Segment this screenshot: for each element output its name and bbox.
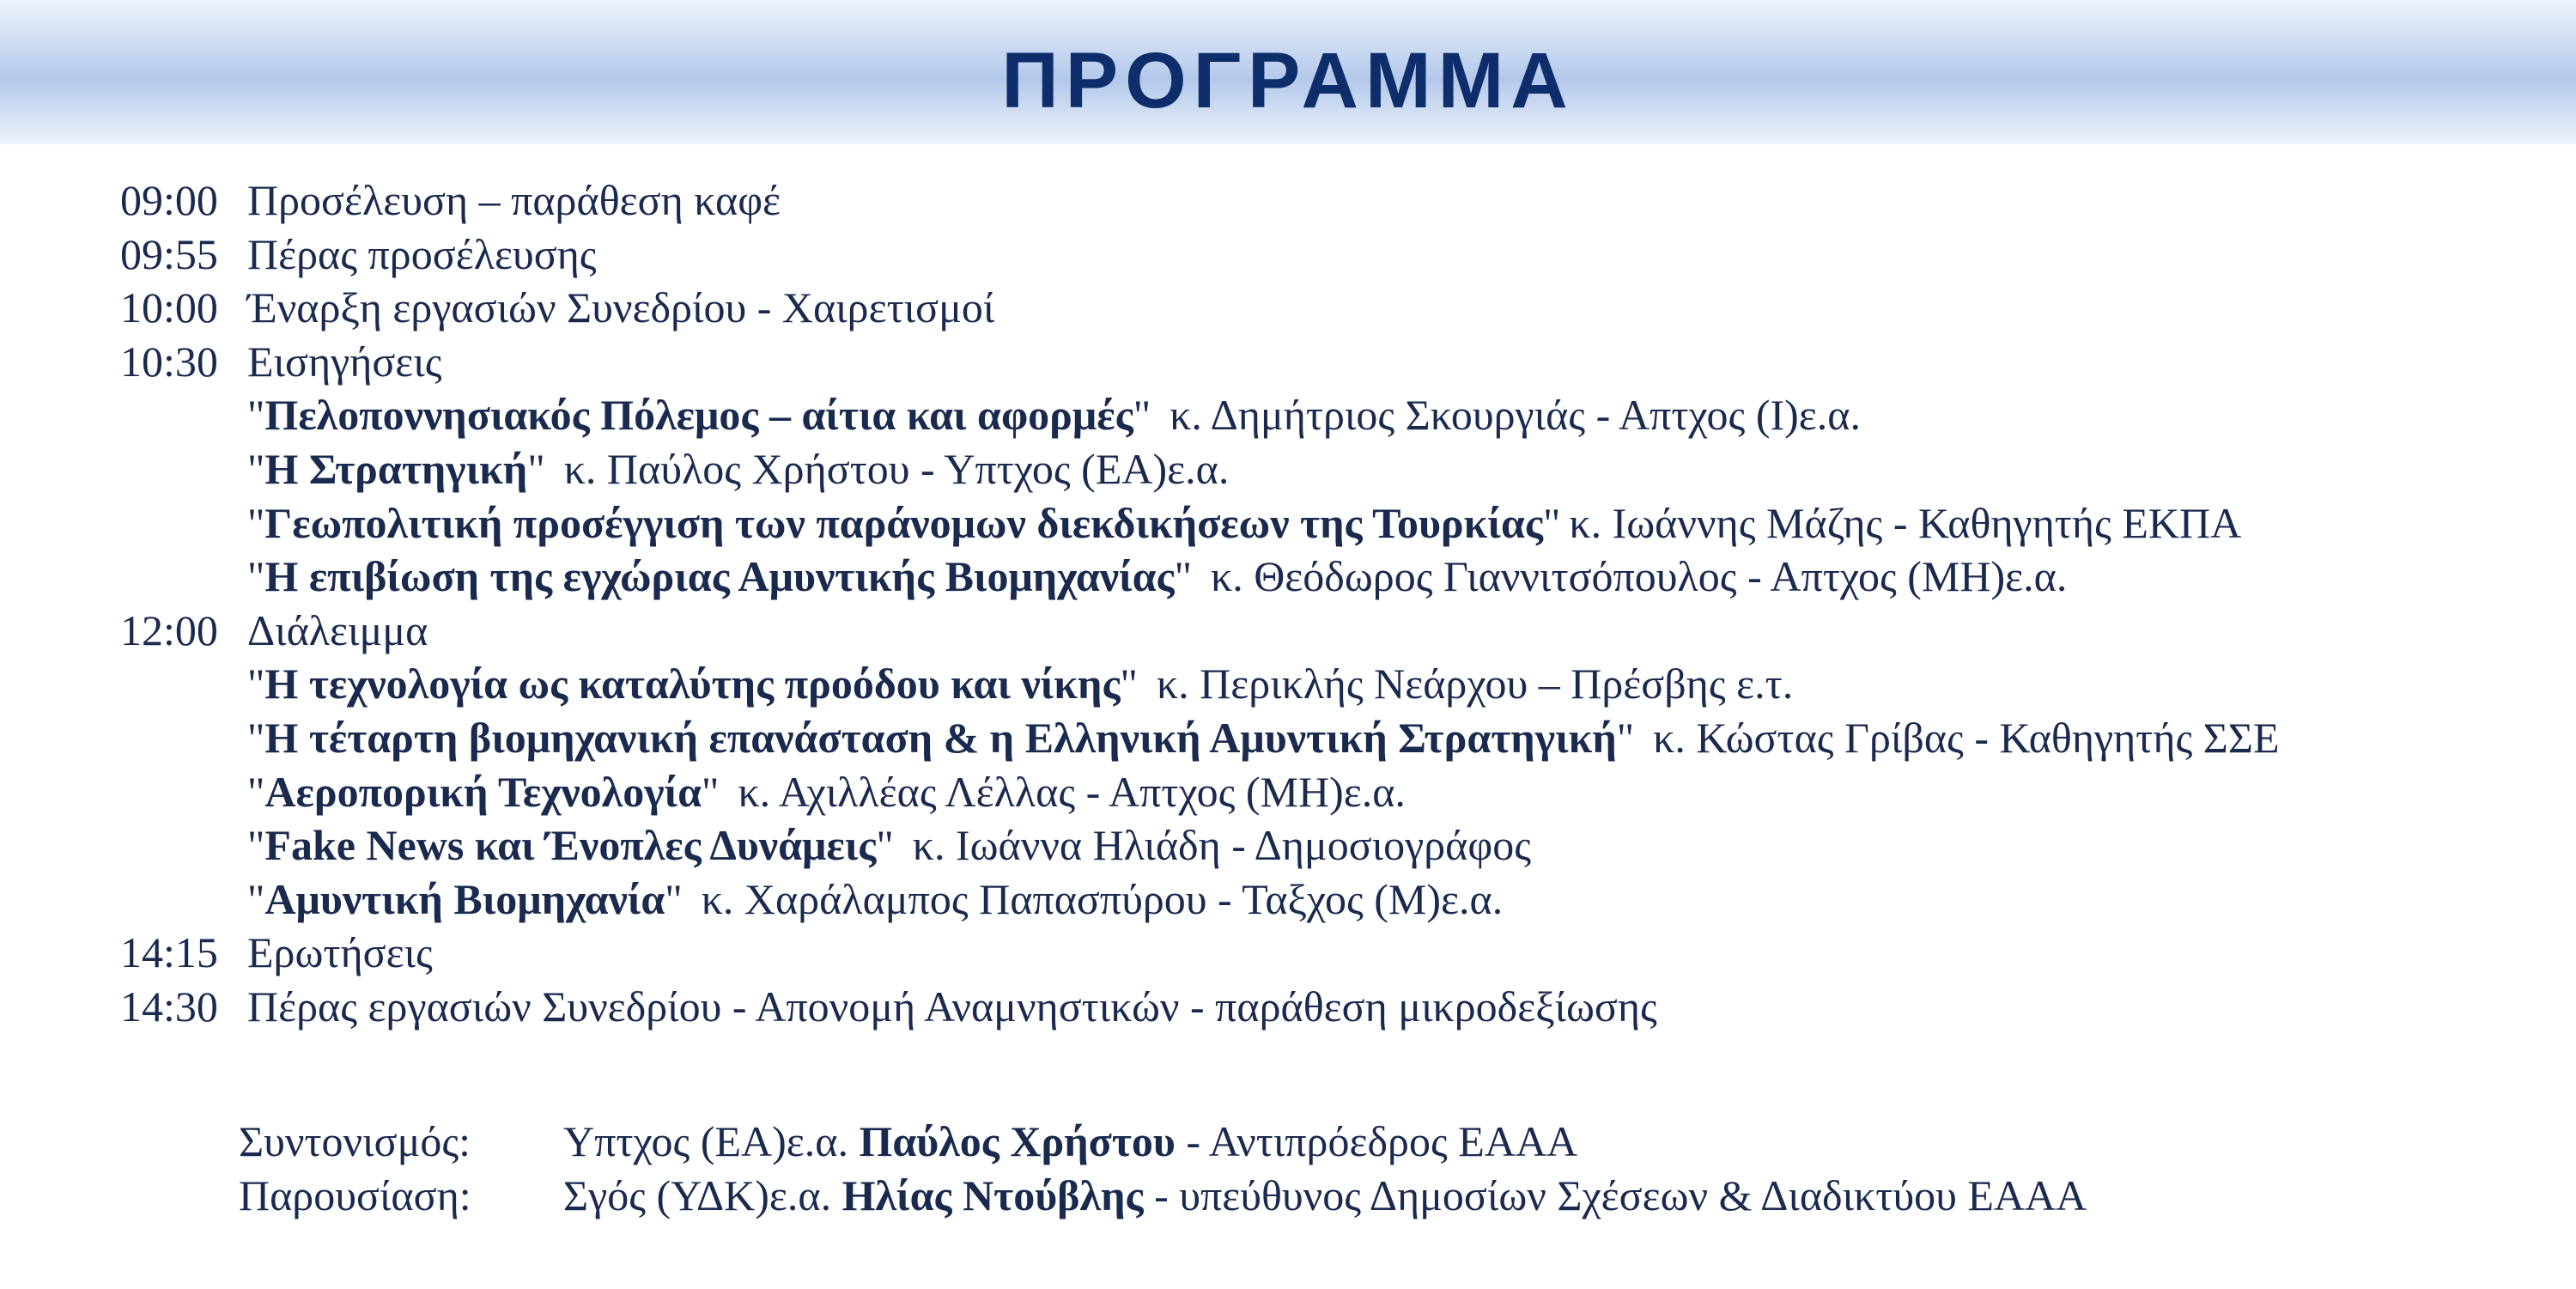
schedule-time: 10:00 [120,283,218,332]
schedule-event: Εισηγήσεις [247,337,442,386]
talk-speaker: κ. Χαράλαμπος Παπασπύρου - Ταξχος (Μ)ε.α. [701,874,1504,923]
talk-row [120,657,2542,711]
credits-section [239,1115,2471,1223]
talk-title: Η τεχνολογία ως καταλύτης προόδου και νίκης [264,660,1121,708]
schedule-row [120,980,2542,1034]
credit-role: - υπεύθυνος Δημοσίων Σχέσεων & Διαδικτύου ΕΑΑΑ [1154,1171,2087,1219]
schedule-time: 14:30 [120,982,218,1031]
talk-row [120,818,2542,873]
talk-entry: "Η επιβίωση της εγχώριας Αμυντικής Βιομηχανίας" κ. Θεόδωρος Γιαννιτσόπουλος - Απτχος (ΜΗ)ε.α. [247,552,2068,601]
schedule-row [120,228,2542,282]
credit-label: Παρουσίαση: [239,1171,471,1219]
talk-title: Γεωπολιτική προσέγγιση των παράνομων διεκδικήσεων της Τουρκίας [264,498,1543,547]
talk-title: Η επιβίωση της εγχώριας Αμυντικής Βιομηχανίας [264,552,1175,601]
schedule-row [120,335,2542,389]
talk-entry: "Πελοποννησιακός Πόλεμος – αίτια και αφορμές" κ. Δημήτριος Σκουργιάς - Απτχος (Ι)ε.α. [247,391,1861,440]
talk-entry: "Αμυντική Βιομηχανία" κ. Χαράλαμπος Παπασπύρου - Ταξχος (Μ)ε.α. [247,874,1504,923]
credit-value [563,1115,1577,1169]
credit-value [563,1169,2087,1223]
schedule-event: Ερωτήσεις [247,928,433,977]
talk-speaker: κ. Θεόδωρος Γιαννιτσόπουλος - Απτχος (ΜΗ)ε.α. [1211,552,2068,601]
talk-speaker: κ. Παύλος Χρήστου - Υπτχος (ΕΑ)ε.α. [563,444,1230,493]
talk-title: Η τέταρτη βιομηχανική επανάσταση & η Ελληνική Αμυντική Στρατηγική [264,713,1617,762]
schedule-time: 14:15 [120,928,218,977]
talk-title: Fake News και Ένοπλες Δυνάμεις [264,821,877,870]
talk-speaker: κ. Δημήτριος Σκουργιάς - Απτχος (Ι)ε.α. [1170,391,1861,440]
talk-row [120,388,2542,442]
schedule-event: Διάλειμμα [247,605,428,654]
credit-presentation [239,1169,2471,1223]
talk-title: Αεροπορική Τεχνολογία [264,767,702,816]
credit-label: Συντονισμός: [239,1117,471,1165]
talk-title: Αμυντική Βιομηχανία [264,874,665,923]
schedule-row [120,281,2542,335]
credit-rank: Σγός (ΥΔΚ)ε.α. [563,1171,832,1219]
talk-speaker: κ. Περικλής Νεάρχου – Πρέσβης ε.τ. [1156,660,1794,708]
talk-row [120,765,2542,819]
talk-row [120,442,2542,496]
talk-speaker: κ. Ιωάννης Μάζης - Καθηγητής ΕΚΠΑ [1569,498,2242,547]
credit-coordination [239,1115,2471,1169]
talk-row [120,873,2542,927]
schedule-time: 10:30 [120,337,218,386]
page-title: ΠΡΟΓΡΑΜΜΑ [1001,37,1575,125]
schedule-event: Πέρας προσέλευσης [247,229,597,278]
talk-title: Η Στρατηγική [264,444,528,493]
talk-speaker: κ. Κώστας Γρίβας - Καθηγητής ΣΣΕ [1653,713,2280,762]
talk-entry: "Γεωπολιτική προσέγγιση των παράνομων διεκδικήσεων της Τουρκίας" κ. Ιωάννης Μάζης - Καθηγητής ΕΚΠΑ [247,498,2242,547]
schedule-time: 09:00 [120,176,218,224]
talk-row [120,711,2542,765]
talk-entry: "Αεροπορική Τεχνολογία" κ. Αχιλλέας Λέλλας - Απτχος (ΜΗ)ε.α. [247,767,1406,816]
talk-title: Πελοποννησιακός Πόλεμος – αίτια και αφορμές [264,391,1133,440]
talk-entry: "Η τέταρτη βιομηχανική επανάσταση & η Ελληνική Αμυντική Στρατηγική" κ. Κώστας Γρίβας - Καθηγητής ΣΣΕ [247,713,2280,762]
schedule-row [120,173,2542,228]
talk-entry: "Η τεχνολογία ως καταλύτης προόδου και νίκης" κ. Περικλής Νεάρχου – Πρέσβης ε.τ. [247,660,1794,708]
talk-entry: "Η Στρατηγική" κ. Παύλος Χρήστου - Υπτχος (ΕΑ)ε.α. [247,444,1230,493]
talk-row [120,550,2542,604]
schedule-event: Πέρας εργασιών Συνεδρίου - Απονομή Αναμνηστικών - παράθεση μικροδεξίωσης [247,982,1657,1031]
credit-name: Παύλος Χρήστου [859,1117,1176,1165]
credit-role: - Αντιπρόεδρος ΕΑΑΑ [1186,1117,1578,1165]
schedule-row [120,926,2542,980]
schedule-event: Έναρξη εργασιών Συνεδρίου - Χαιρετισμοί [247,283,995,332]
talk-speaker: κ. Ιωάννα Ηλιάδη - Δημοσιογράφος [912,821,1532,870]
talk-row [120,496,2542,550]
schedule-time: 09:55 [120,229,218,278]
credit-rank: Υπτχος (ΕΑ)ε.α. [563,1117,848,1165]
schedule-row [120,604,2542,658]
schedule-list [120,173,2542,1034]
schedule-time: 12:00 [120,605,218,654]
credit-name: Ηλίας Ντούβλης [841,1171,1144,1219]
talk-entry: "Fake News και Ένοπλες Δυνάμεις" κ. Ιωάννα Ηλιάδη - Δημοσιογράφος [247,821,1532,870]
schedule-event: Προσέλευση – παράθεση καφέ [247,176,781,224]
talk-speaker: κ. Αχιλλέας Λέλλας - Απτχος (ΜΗ)ε.α. [738,767,1406,816]
